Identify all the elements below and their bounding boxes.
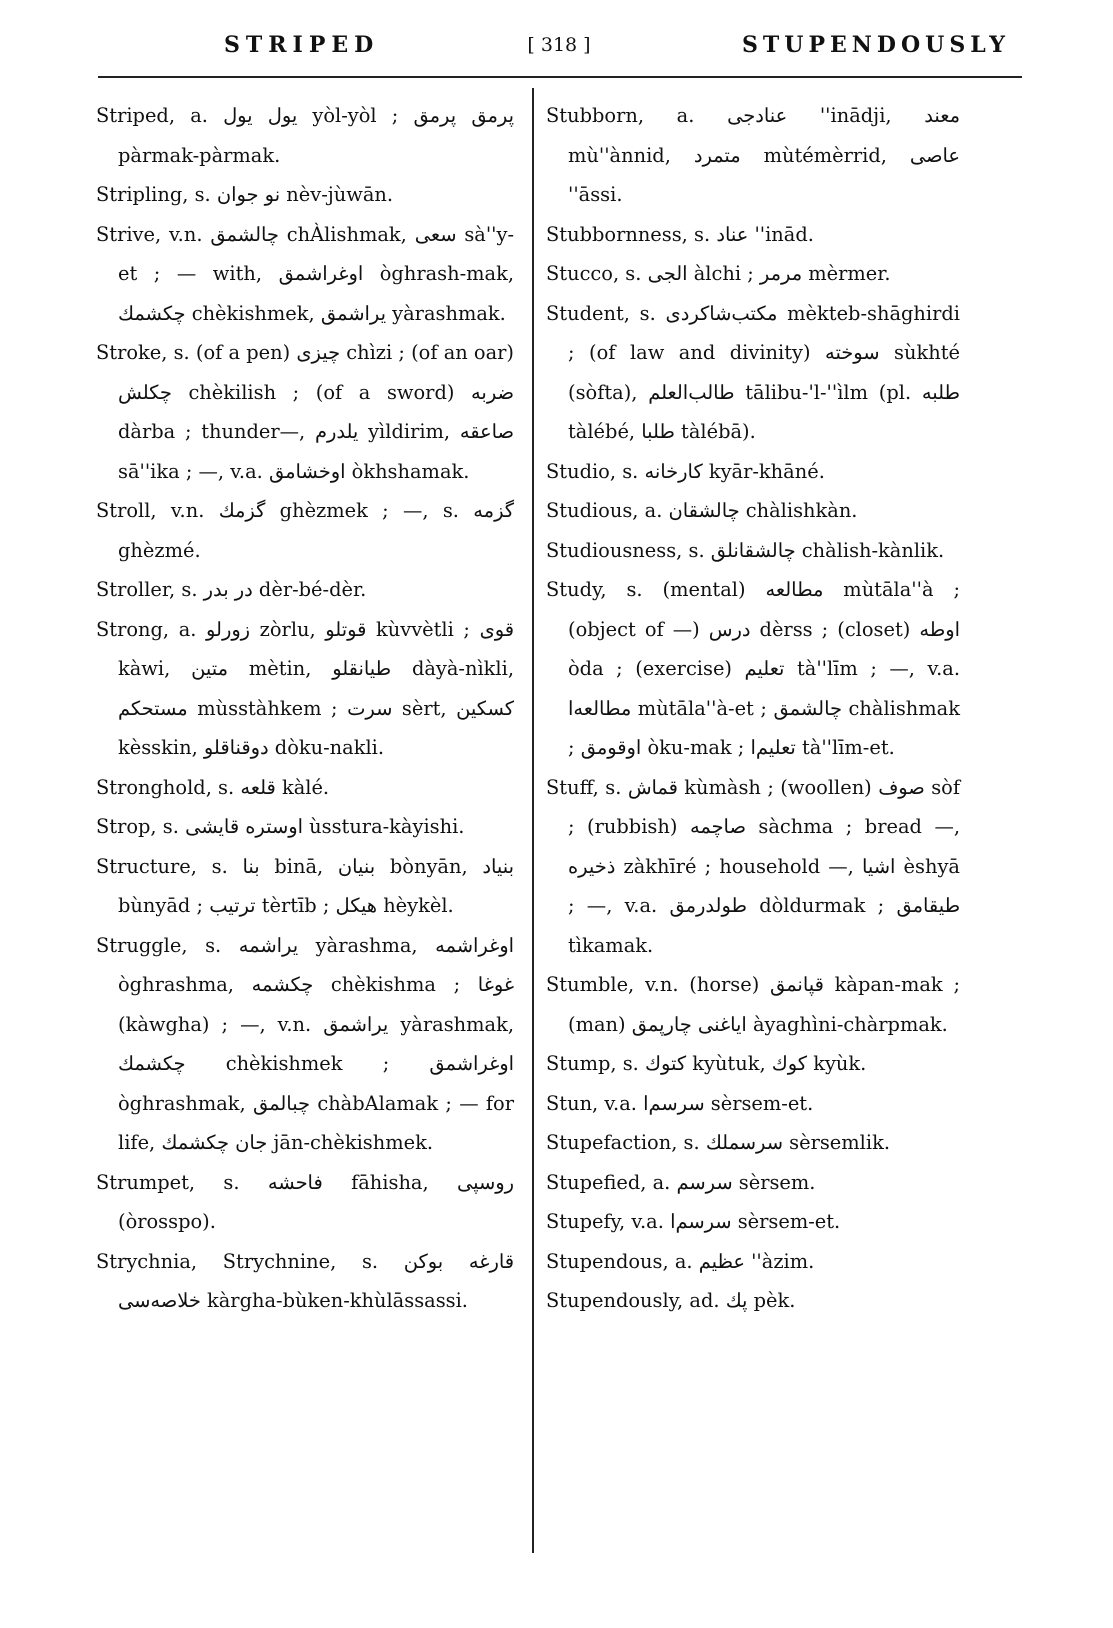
header-left-word: STRIPED [224, 32, 380, 58]
dictionary-entry [546, 1202, 960, 1242]
entry-definition: v.n. چالشمق chÀlishmak, سعی sà''y-et ; — with, اوغراشمق òghrash-mak, چكشمك chèkishmek, يراشمق yàrashmak. [118, 222, 515, 325]
entry-headword: Stripling, [96, 183, 189, 206]
dictionary-entry [546, 294, 960, 452]
dictionary-entry [96, 1242, 514, 1321]
header-right-word: STUPENDOUSLY [742, 32, 1010, 58]
dictionary-entry [96, 610, 514, 768]
entry-headword: Studio, [546, 459, 617, 483]
dictionary-entry [546, 1044, 960, 1084]
entry-headword: Strop, [96, 815, 157, 838]
right-column [546, 96, 960, 1321]
dictionary-entry [96, 847, 514, 926]
entry-definition: v.a. سرسم‌ا sèrsem-et. [604, 1091, 814, 1115]
entry-headword: Stroll, [96, 499, 157, 522]
left-column [96, 96, 514, 1321]
dictionary-entry [546, 215, 960, 255]
entry-headword: Studious, [546, 499, 639, 522]
dictionary-entry [546, 1163, 960, 1203]
page-number: [ 318 ] [527, 34, 591, 56]
dictionary-entry [546, 1242, 960, 1282]
dictionary-entry [546, 491, 960, 531]
dictionary-entry [96, 175, 514, 215]
dictionary-entry [546, 96, 960, 215]
entry-definition: s. الجی àlchi ; مرمر mèrmer. [625, 262, 891, 285]
entry-definition: s. اوستره قايشی ùsstura-kàyishi. [162, 815, 465, 838]
entry-headword: Stupefy, [546, 1210, 626, 1233]
dictionary-entry [96, 570, 514, 610]
entry-definition: s. قماش kùmàsh ; (woollen) صوف sòf ; (rubbish) صاچمه sàchma ; bread —, ذخيره zàkhīré ; household —, اشيا èshyā ; —, v.a. طولدرمق dòldurmak ; طيقامق tìkamak. [568, 775, 961, 957]
dictionary-entry [546, 254, 960, 294]
running-header [96, 32, 1022, 72]
entry-definition: s. چالشقانلق chàlish-kànlik. [688, 538, 945, 562]
entry-definition: s. يراشمه yàrashma, اوغراشمه òghrashma, چكشمه chèkishma ; غوغا (kàwgha) ; —, v.n. يراشمق yàrashmak, چكشمك chèkishmek ; اوغراشمق òghrashmak, چبالمق chàbAlamak ; — for life, جان چكشمك jān-chèkishmek. [118, 933, 515, 1154]
entry-headword: Stucco, [546, 262, 620, 285]
dictionary-entry [96, 807, 514, 847]
entry-headword: Stubbornness, [546, 222, 688, 246]
dictionary-entry [546, 531, 960, 571]
entry-headword: Stroke, [96, 341, 168, 364]
entry-definition: ad. پك pèk. [689, 1289, 796, 1312]
entry-definition: a. چالشقان chàlishkàn. [644, 499, 858, 522]
entry-definition: s. كتوك kyùtuk, كوك kyùk. [622, 1052, 867, 1075]
dictionary-entry [96, 1163, 514, 1242]
entry-definition: s. در بدر dèr-bé-dèr. [181, 578, 367, 601]
entry-definition: s. فاحشه fāhisha, روسپی (òrosspo). [118, 1170, 514, 1233]
entry-headword: Stumble, [546, 973, 635, 996]
entry-definition: s. بنا binā, بنيان bònyān, بنياد bùnyād ; ترتيب tèrtīb ; هيكل hèykèl. [118, 854, 515, 917]
entry-definition: a. عنادجی ''inādji, معند mù''ànnid, متمرد mùtémèrrid, عاصی ''āssi. [568, 104, 960, 206]
entry-definition: v.a. سرسم‌ا sèrsem-et. [631, 1210, 841, 1233]
dictionary-entry [546, 768, 960, 966]
entry-headword: Strong, [96, 617, 170, 641]
entry-headword: Student, [546, 301, 630, 325]
entry-definition: a. زورلو zòrlu, قوتلو kùvvètli ; قوی kàwi, متين mètin, طيانقلو dàyà-nìkli, مستحكم mùsstàhkem ; سرت sèrt, كسكين kèsskin, دوقناقلو dòku-nakli. [118, 617, 515, 759]
entry-definition: s. مكتب‌شاكردی mèkteb-shāghirdi ; (of law and divinity) سوخته sùkhté (sòfta), طالب‌العلم tālibu-'l-''ìlm (pl. طلبه tàlébé, طلبا tàlébā). [568, 301, 960, 443]
entry-headword: Struggle, [96, 933, 188, 957]
entry-headword: Structure, [96, 854, 197, 878]
entry-headword: Stump, [546, 1052, 617, 1075]
dictionary-entry [96, 333, 514, 491]
entry-definition: s. قارغه بوكن خلاصه‌سی kàrgha-bùken-khùlāssassi. [118, 1249, 514, 1312]
entry-definition: v.n. (horse) قپانمق kàpan-mak ; (man) اياغنی چارپمق àyaghìni-chàrpmak. [568, 973, 960, 1036]
dictionary-entry [96, 768, 514, 808]
dictionary-entry [546, 570, 960, 768]
entry-headword: Stupendously, [546, 1289, 684, 1312]
dictionary-entry [546, 1281, 960, 1321]
entry-headword: Stun, [546, 1091, 599, 1115]
entry-headword: Striped, [96, 104, 176, 127]
entry-headword: Strumpet, [96, 1170, 196, 1194]
dictionary-entry [546, 452, 960, 492]
entry-definition: s. (of a pen) چيزی chìzi ; (of an oar) چكلش chèkilish ; (of a sword) ضربه dàrba ; thunder—, يلدرم yìldirim, صاعقه sā''ika ; —, v.a. اوخشامق òkhshamak. [118, 341, 515, 483]
entry-headword: Stronghold, [96, 775, 212, 799]
dictionary-entry [546, 965, 960, 1044]
entry-definition: s. (mental) مطالعه mùtāla''à ; (object of —) درس dèrss ; (closet) اوطه òda ; (exercise) تعليم tà''līm ; —, v.a. مطالعه‌ا mùtāla''à-et ; چالشمق chàlishmak ; اوقومق òku-mak ; تعليم‌ا tà''līm-et. [568, 578, 960, 759]
dictionary-entry [96, 926, 514, 1163]
header-rule [98, 76, 1022, 78]
dictionary-entry [546, 1084, 960, 1124]
entry-headword: Stupefied, [546, 1170, 647, 1194]
entry-definition: s. كارخانه kyār-khāné. [622, 459, 825, 483]
entry-headword: Stupefaction, [546, 1131, 678, 1154]
entry-headword: Strychnia, Strychnine, [96, 1249, 337, 1273]
dictionary-entry [546, 1123, 960, 1163]
entry-definition: a. سرسم sèrsem. [652, 1170, 816, 1194]
entry-headword: Strive, [96, 222, 162, 246]
entry-definition: a. يول يول yòl-yòl ; پرمق پرمق pàrmak-pàrmak. [118, 104, 514, 167]
entry-definition: s. نو جوان nèv-jùwān. [194, 183, 394, 206]
dictionary-entry [96, 491, 514, 570]
entry-headword: Stroller, [96, 578, 176, 601]
column-divider [532, 88, 534, 1553]
dictionary-entry [96, 96, 514, 175]
entry-definition: s. عناد ''inād. [694, 222, 814, 246]
entry-definition: v.n. گزمك ghèzmek ; —, s. گزمه ghèzmé. [118, 499, 514, 562]
entry-definition: s. قلعه kàlé. [218, 775, 330, 799]
entry-headword: Studiousness, [546, 538, 683, 562]
entry-headword: Stupendous, [546, 1249, 669, 1273]
entry-definition: a. عظيم ''àzim. [674, 1249, 815, 1273]
entry-headword: Stuff, [546, 775, 599, 799]
entry-definition: s. سرسملك sèrsemlik. [683, 1131, 890, 1154]
dictionary-entry [96, 215, 514, 334]
entry-headword: Stubborn, [546, 104, 644, 127]
entry-headword: Study, [546, 578, 607, 601]
